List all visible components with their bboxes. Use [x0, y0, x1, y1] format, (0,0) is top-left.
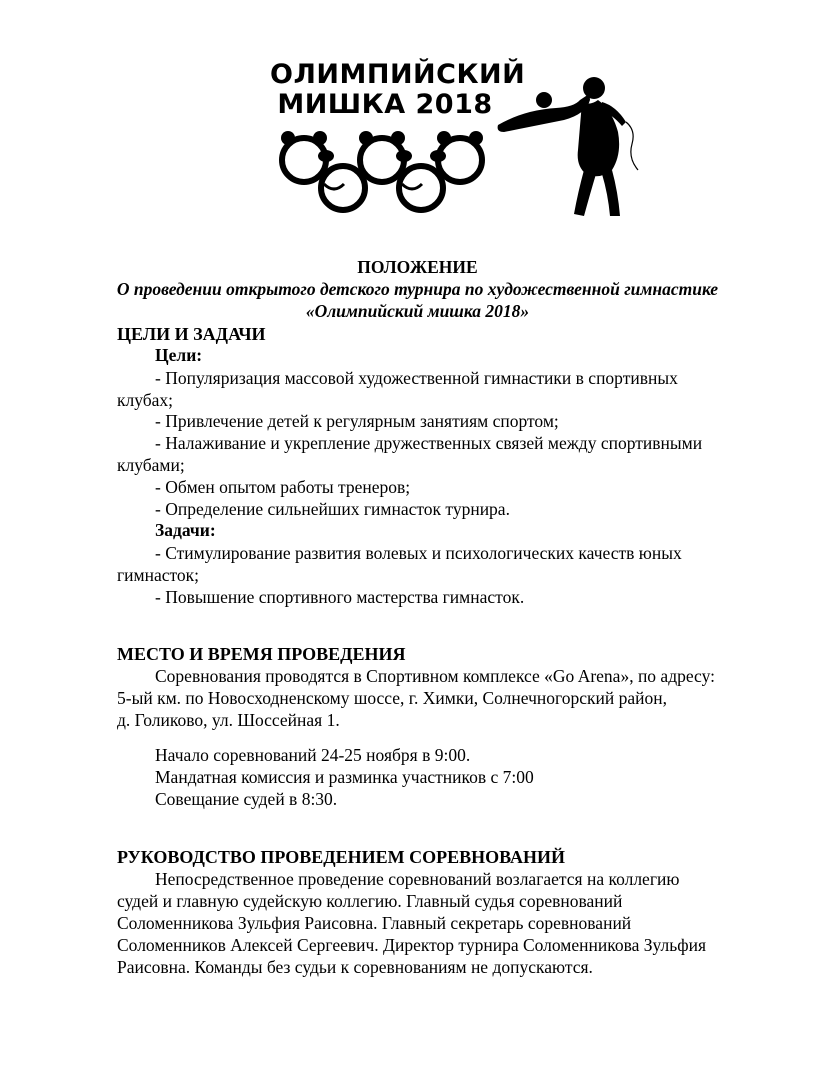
goal-item: - Обмен опытом работы тренеров; [155, 477, 411, 497]
task-item-cont: гимнасток; [117, 565, 200, 585]
management-text: Раисовна. Команды без судьи к соревнованиям не допускаются. [117, 957, 593, 977]
logo-title-line1: ОЛИМПИЙСКИЙ [270, 59, 526, 90]
goal-item: - Привлечение детей к регулярным занятиям спортом; [155, 411, 559, 431]
task-item: - Повышение спортивного мастерства гимнасток. [155, 587, 525, 607]
management-heading: РУКОВОДСТВО ПРОВЕДЕНИЕМ СОРЕВНОВАНИЙ [117, 847, 566, 867]
goals-label: Цели: [155, 345, 203, 365]
schedule-start: Начало соревнований 24-25 ноября в 9:00. [155, 745, 471, 765]
logo-title-line2: МИШКА 2018 [277, 89, 493, 120]
management-text: Соломенников Алексей Сергеевич. Директор турнира Соломенникова Зульфия [117, 935, 706, 955]
schedule-judges-meeting: Совещание судей в 8:30. [155, 789, 338, 809]
gymnast-silhouette-icon [494, 70, 650, 220]
goal-item: - Налаживание и укрепление дружественных связей между спортивными [155, 433, 703, 453]
schedule-mandate: Мандатная комиссия и разминка участников с 7:00 [155, 767, 534, 787]
goal-item-cont: клубах; [117, 390, 174, 410]
place-text: д. Голиково, ул. Шоссейная 1. [117, 710, 340, 730]
document-title: ПОЛОЖЕНИЕ [357, 257, 478, 277]
document-subtitle-name: «Олимпийский мишка 2018» [305, 301, 530, 321]
goal-item: - Определение сильнейших гимнасток турнира. [155, 499, 510, 519]
task-item: - Стимулирование развития волевых и психологических качеств юных [155, 543, 682, 563]
place-heading: МЕСТО И ВРЕМЯ ПРОВЕДЕНИЯ [117, 644, 406, 664]
place-text: Соревнования проводятся в Спортивном комплексе «Go Arena», по адресу: [155, 666, 715, 686]
document-subtitle: О проведении открытого детского турнира по художественной гимнастике [116, 279, 719, 299]
place-text: 5-ый км. по Новосходненскому шоссе, г. Химки, Солнечногорский район, [117, 688, 667, 708]
goal-item: - Популяризация массовой художественной гимнастики в спортивных [155, 368, 678, 388]
event-logo [270, 60, 650, 220]
bear-rings-icon [274, 126, 494, 218]
logo-title [270, 59, 526, 120]
management-text: судей и главную судейскую коллегию. Главный судья соревнований [117, 891, 623, 911]
management-text: Соломенникова Зульфия Раисовна. Главный секретарь соревнований [117, 913, 632, 933]
management-text: Непосредственное проведение соревнований возлагается на коллегию [155, 869, 680, 889]
goals-heading: ЦЕЛИ И ЗАДАЧИ [117, 324, 266, 344]
goal-item-cont: клубами; [117, 455, 185, 475]
tasks-label: Задачи: [155, 520, 216, 540]
